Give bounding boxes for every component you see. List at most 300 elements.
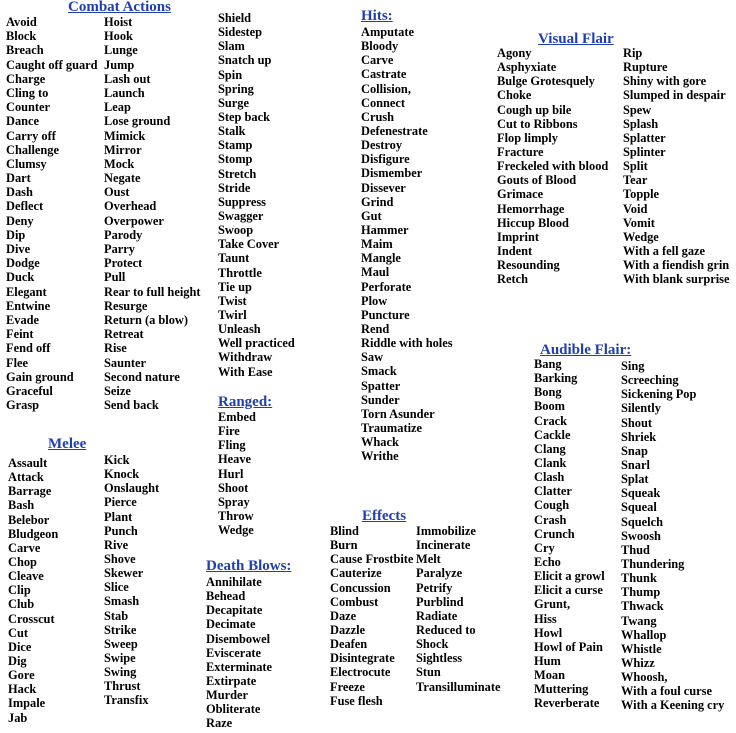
term: Bloody	[361, 39, 399, 54]
term: Exterminate	[206, 659, 273, 674]
term: Well practiced	[218, 336, 295, 351]
term: Torn Asunder	[361, 406, 435, 421]
term: With a foul curse	[621, 684, 712, 699]
term: Slice	[104, 580, 129, 595]
term: Barrage	[8, 484, 52, 499]
term: Throw	[218, 508, 254, 523]
term: With Ease	[218, 364, 273, 379]
term: Wedge	[218, 523, 254, 538]
term: Step back	[218, 109, 270, 124]
term: Paralyze	[416, 566, 463, 581]
term: Carve	[361, 53, 394, 68]
term: Choke	[497, 88, 532, 103]
term: Caught off guard	[6, 57, 98, 72]
term: Hurl	[218, 466, 244, 481]
term: Dip	[6, 227, 26, 242]
term: Plant	[104, 509, 133, 524]
term: Splat	[621, 472, 649, 487]
term: Spew	[623, 102, 652, 117]
audible-flair-col-2	[621, 359, 724, 713]
term: Sickening Pop	[621, 387, 697, 402]
term: Slam	[218, 39, 245, 54]
term: Launch	[104, 85, 145, 100]
term: Assault	[8, 456, 48, 470]
term: Shock	[416, 637, 449, 652]
audible-flair-col-1	[534, 357, 605, 711]
term: Destroy	[361, 138, 403, 153]
term: Rip	[623, 46, 643, 60]
term: Crush	[361, 109, 395, 124]
term: Return (a blow)	[104, 312, 188, 327]
term: Jump	[104, 57, 135, 72]
term: Fracture	[497, 144, 544, 159]
term: Freckeled with blood	[497, 159, 609, 174]
term: Squelch	[621, 514, 664, 529]
term: Eviscerate	[206, 645, 262, 660]
term: Protect	[104, 256, 143, 271]
term: Thud	[621, 542, 650, 557]
term: Elicit a growl	[534, 569, 605, 584]
term: Extirpate	[206, 673, 257, 688]
term: Reverberate	[534, 696, 600, 711]
effects-heading: Effects	[362, 508, 407, 524]
term: Charge	[6, 71, 46, 86]
term: Clank	[534, 455, 567, 470]
term: Decimate	[206, 617, 256, 632]
term: Clumsy	[6, 156, 47, 171]
term: Stalk	[218, 124, 246, 139]
term: Negate	[104, 171, 141, 186]
term: Gain ground	[6, 369, 74, 384]
term: Swing	[104, 665, 137, 680]
term: Snap	[621, 443, 648, 458]
combat-actions-col-2	[104, 15, 200, 412]
term: Castrate	[361, 67, 407, 82]
term: Dice	[8, 639, 32, 654]
term: Entwine	[6, 298, 51, 313]
term: Spray	[218, 494, 250, 509]
term: Thump	[621, 585, 661, 600]
term: Saunter	[104, 355, 146, 370]
term: Kick	[104, 453, 130, 467]
term: Deafen	[330, 637, 368, 652]
term: Lose ground	[104, 114, 171, 129]
term: Oust	[104, 185, 130, 200]
term: Rear to full height	[104, 284, 201, 299]
term: Splatter	[623, 130, 666, 145]
term: Disintegrate	[330, 651, 395, 666]
term: Rend	[361, 321, 390, 336]
term: Collision,	[361, 81, 411, 96]
term: Stun	[416, 665, 441, 680]
term: Crack	[534, 413, 568, 428]
term: Vomit	[623, 215, 655, 230]
term: Hum	[534, 653, 561, 668]
term: Impale	[8, 696, 46, 711]
term: Cut	[8, 625, 28, 640]
term: Writhe	[361, 449, 399, 464]
term: Tie up	[218, 279, 252, 294]
term: Spatter	[361, 378, 401, 393]
term: Clash	[534, 470, 565, 485]
term: Incinerate	[416, 538, 471, 553]
term: Unleash	[218, 322, 261, 337]
term: Imprint	[497, 229, 539, 244]
term: Void	[623, 201, 648, 216]
term: Plow	[361, 293, 388, 308]
term: Crash	[534, 512, 567, 527]
term: Belebor	[8, 512, 50, 527]
term: Evade	[6, 312, 40, 327]
term: Take Cover	[218, 237, 280, 252]
term: Petrify	[416, 580, 453, 595]
term: Thunk	[621, 571, 657, 586]
term: Counter	[6, 100, 51, 115]
term: Carry off	[6, 128, 56, 143]
term: Reduced to	[416, 622, 476, 637]
term: With blank surprise	[623, 272, 730, 287]
term: Howl of Pain	[534, 639, 603, 654]
term: Screeching	[621, 373, 679, 388]
term: Overhead	[104, 199, 157, 214]
term: Rupture	[623, 60, 668, 75]
visual-flair-heading: Visual Flair	[538, 31, 614, 47]
term: Dazzle	[330, 622, 366, 637]
term: Maul	[361, 265, 390, 280]
term: Dance	[6, 114, 40, 129]
term: Burn	[330, 538, 358, 553]
term: Grunt,	[534, 597, 571, 612]
term: Rise	[104, 341, 127, 356]
term: Swoop	[218, 223, 254, 238]
term: Overpower	[104, 213, 164, 228]
term: Elicit a curse	[534, 583, 603, 598]
term: Bludgeon	[8, 526, 59, 541]
term: Mock	[104, 156, 135, 171]
visual-flair-col-2	[623, 46, 730, 286]
term: Topple	[623, 187, 660, 202]
term: Feint	[6, 327, 34, 342]
term: Combust	[330, 594, 379, 609]
term: Send back	[104, 398, 159, 413]
effects-col-2	[416, 524, 500, 694]
term: Disfigure	[361, 152, 410, 167]
term: Dissever	[361, 180, 406, 195]
term: Cut to Ribbons	[497, 116, 578, 131]
term: Dodge	[6, 256, 40, 271]
term: Mangle	[361, 251, 401, 266]
term: Hack	[8, 682, 37, 697]
term: Hook	[104, 29, 133, 44]
term: Twang	[621, 613, 657, 628]
term: Block	[6, 29, 37, 44]
term: Sightless	[416, 651, 463, 666]
term: Avoid	[6, 15, 37, 29]
term: Dismember	[361, 166, 423, 181]
term: Stab	[104, 608, 129, 623]
melee-col-1	[8, 456, 58, 725]
term: Skewer	[104, 566, 144, 581]
term: Sweep	[104, 636, 138, 651]
term: Retreat	[104, 327, 144, 342]
term: Indent	[497, 243, 533, 258]
term: Whallop	[621, 627, 667, 642]
term: Jab	[8, 710, 28, 725]
term: Behead	[206, 589, 246, 604]
term: Resurge	[104, 298, 148, 313]
term: Duck	[6, 270, 35, 285]
term: Grimace	[497, 187, 544, 202]
term: Thwack	[621, 599, 664, 614]
term: Seize	[104, 383, 131, 398]
term: Thundering	[621, 556, 685, 571]
term: Stretch	[218, 166, 257, 181]
term: Knock	[104, 467, 140, 482]
term: Shiny with gore	[623, 74, 707, 89]
term: Obliterate	[206, 702, 261, 717]
term: Barking	[534, 371, 578, 386]
term: Purblind	[416, 594, 464, 609]
term: Murder	[206, 688, 248, 703]
term: With a fiendish grin	[623, 258, 730, 273]
term: Challenge	[6, 142, 60, 157]
term: Dive	[6, 242, 31, 256]
term: Sidestep	[218, 25, 263, 40]
term: Thrust	[104, 679, 141, 694]
term: Whack	[361, 435, 399, 450]
term: Lunge	[104, 43, 138, 58]
term: Spring	[218, 81, 254, 96]
term: Spin	[218, 67, 243, 82]
term: Pierce	[104, 495, 137, 510]
term: Cackle	[534, 427, 571, 442]
term: Hammer	[361, 222, 409, 237]
term: Clang	[534, 441, 566, 456]
term: Sunder	[361, 392, 400, 407]
melee-col-2	[104, 453, 159, 708]
term: Crunch	[534, 526, 575, 541]
term: Shoot	[218, 480, 249, 495]
term: Gouts of Blood	[497, 173, 577, 188]
term: Retch	[497, 272, 528, 287]
term: Dart	[6, 171, 31, 186]
term: Shove	[104, 551, 136, 566]
term: Cough up bile	[497, 102, 572, 117]
term: Blind	[330, 524, 359, 538]
visual-flair-col-1	[497, 46, 608, 286]
term: Embed	[218, 410, 256, 424]
hits-col	[361, 25, 453, 463]
term: Gore	[8, 668, 35, 683]
term: Swagger	[218, 208, 264, 223]
term: Elegant	[6, 284, 47, 299]
term: Leap	[104, 100, 131, 115]
term: Radiate	[416, 608, 458, 623]
term: Hiccup Blood	[497, 215, 569, 230]
term: Whoosh,	[621, 670, 668, 685]
term: Deflect	[6, 199, 44, 214]
term: Bulge Grotesquely	[497, 74, 595, 89]
term: Suppress	[218, 194, 266, 209]
term: Cause Frostbite	[330, 552, 414, 567]
term: Riddle with holes	[361, 336, 453, 351]
term: Stamp	[218, 138, 253, 153]
term: Whizz	[621, 655, 655, 670]
combat-actions-col-1	[6, 15, 98, 412]
term: Decapitate	[206, 603, 263, 618]
term: Saw	[361, 350, 384, 365]
term: Smash	[104, 594, 140, 609]
term: Disembowel	[206, 631, 271, 646]
term: Club	[8, 597, 35, 612]
term: Agony	[497, 46, 532, 60]
term: Raze	[206, 716, 233, 731]
term: Slumped in despair	[623, 88, 726, 103]
ranged-col	[218, 410, 256, 537]
term: Parry	[104, 242, 135, 256]
term: Grasp	[6, 398, 40, 413]
term: Asphyxiate	[497, 60, 557, 75]
effects-col-1	[330, 524, 413, 708]
term: Graceful	[6, 383, 53, 398]
term: Dig	[8, 653, 27, 668]
term: Stride	[218, 180, 251, 195]
term: Boom	[534, 399, 565, 414]
term: Fling	[218, 438, 246, 453]
death-blows-col	[206, 575, 272, 731]
term: Punch	[104, 523, 138, 538]
term: Muttering	[534, 682, 589, 697]
term: Carve	[8, 540, 41, 555]
term: Swipe	[104, 650, 136, 665]
term: Throttle	[218, 265, 262, 280]
hits-heading: Hits:	[361, 8, 393, 24]
term: Perforate	[361, 279, 412, 294]
term: Rive	[104, 537, 129, 552]
term: Defenestrate	[361, 123, 428, 138]
term: Concussion	[330, 580, 391, 595]
term: Cleave	[8, 569, 44, 584]
term: With a Keening cry	[621, 698, 725, 713]
term: Hemorrhage	[497, 201, 565, 216]
term: Pull	[104, 270, 126, 285]
term: Cough	[534, 498, 570, 513]
term: Dash	[6, 185, 33, 200]
term: Clip	[8, 583, 31, 598]
death-blows-heading: Death Blows:	[206, 558, 292, 574]
term: Hoist	[104, 15, 133, 29]
term: Onslaught	[104, 481, 160, 496]
term: Transilluminate	[416, 679, 501, 694]
term: Hiss	[534, 611, 557, 626]
term: Mimick	[104, 128, 146, 143]
term: Bash	[8, 498, 35, 513]
term: Breach	[6, 43, 44, 58]
term: Parody	[104, 227, 143, 242]
term: With a fell gaze	[623, 243, 706, 258]
term: Fuse flesh	[330, 693, 383, 708]
term: Withdraw	[218, 350, 273, 365]
audible-flair-heading: Audible Flair:	[540, 342, 632, 358]
term: Tear	[623, 173, 648, 188]
term: Gut	[361, 208, 382, 223]
term: Cry	[534, 540, 555, 555]
term: Amputate	[361, 25, 414, 39]
term: Cauterize	[330, 566, 382, 581]
melee-heading: Melee	[48, 436, 87, 452]
term: Split	[623, 159, 648, 174]
term: Cling to	[6, 85, 49, 100]
term: Clatter	[534, 484, 572, 499]
term: Swoosh	[621, 528, 661, 543]
term: Taunt	[218, 251, 250, 266]
term: Stomp	[218, 152, 253, 167]
term: Snatch up	[218, 53, 272, 68]
term: Twirl	[218, 307, 247, 322]
term: Bong	[534, 385, 562, 400]
term: Maim	[361, 237, 393, 252]
term: Crosscut	[8, 611, 55, 626]
term: Twist	[218, 293, 247, 308]
term: Mirror	[104, 142, 142, 157]
term: Deny	[6, 213, 34, 228]
term: Squeak	[621, 486, 661, 501]
term: Daze	[330, 608, 357, 623]
term: Melt	[416, 552, 441, 567]
term: Flee	[6, 355, 29, 370]
term: Squeal	[621, 500, 657, 515]
term: Grind	[361, 194, 394, 209]
term: Electrocute	[330, 665, 391, 680]
term: Second nature	[104, 369, 180, 384]
term: Snarl	[621, 457, 650, 472]
term: Heave	[218, 452, 252, 467]
combat-actions-col-3	[218, 11, 295, 379]
term: Transfix	[104, 693, 149, 708]
term: Annihilate	[206, 575, 262, 589]
term: Echo	[534, 554, 561, 569]
term: Wedge	[623, 229, 659, 244]
term: Chop	[8, 554, 37, 569]
term: Surge	[218, 95, 249, 110]
term: Resounding	[497, 258, 560, 273]
term: Freeze	[330, 679, 365, 694]
term: Connect	[361, 95, 406, 110]
term: Splash	[623, 116, 659, 131]
term: Shield	[218, 11, 252, 25]
term: Splinter	[623, 144, 666, 159]
term: Bang	[534, 357, 562, 371]
combat-actions-heading: Combat Actions	[68, 0, 171, 15]
term: Moan	[534, 668, 565, 683]
term: Immobilize	[416, 524, 476, 538]
term: Shout	[621, 415, 652, 430]
term: Howl	[534, 625, 563, 640]
term: Silently	[621, 401, 661, 416]
term: Smack	[361, 364, 397, 379]
term: Fend off	[6, 341, 51, 356]
term: Fire	[218, 424, 240, 439]
term: Traumatize	[361, 420, 423, 435]
term: Whistle	[621, 641, 662, 656]
term: Strike	[104, 622, 137, 637]
term: Sing	[621, 359, 645, 373]
term: Attack	[8, 470, 44, 485]
ranged-heading: Ranged:	[218, 394, 273, 410]
term: Puncture	[361, 307, 410, 322]
term: Flop limply	[497, 130, 558, 145]
term: Shriek	[621, 429, 657, 444]
